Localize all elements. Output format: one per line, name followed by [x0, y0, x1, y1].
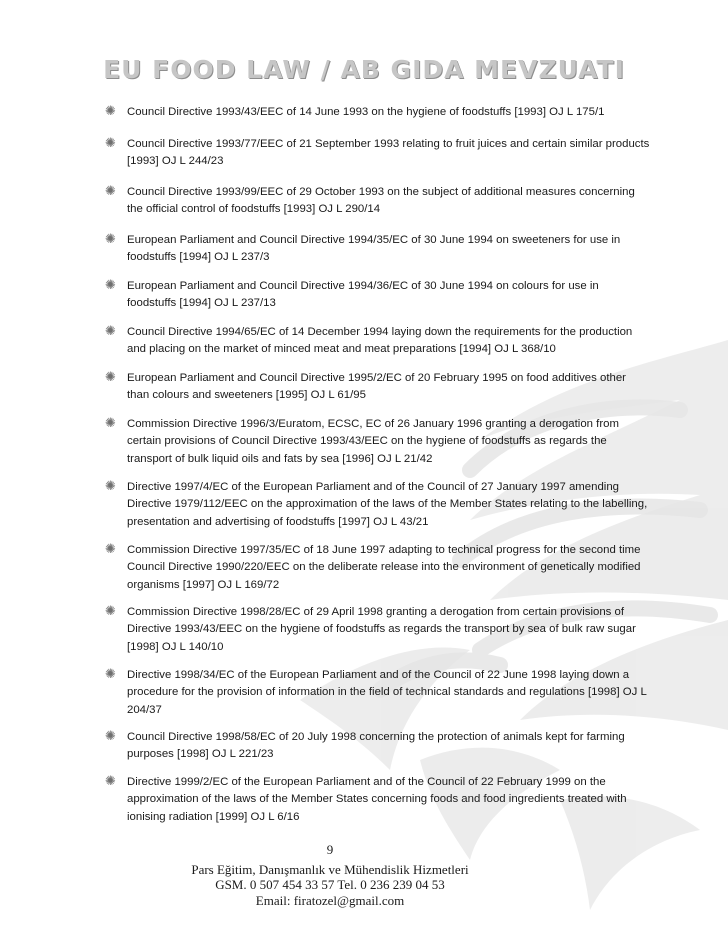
list-item: [105, 479, 650, 531]
list-item: [105, 104, 604, 121]
list-item: [105, 184, 650, 219]
bullet-icon: ✺: [105, 232, 116, 247]
entry-text: Directive 1997/4/EC of the European Parliament and of the Council of 27 January 1997 amending Directive 1979/112/EEC on the approximation of the laws of the Member States relating to the labelling, presentation and advertising of foodstuffs [1997] OJ L 43/21: [127, 481, 648, 528]
bullet-icon: ✺: [105, 542, 116, 557]
entry-text: Commission Directive 1996/3/Euratom, ECSC, EC of 26 January 1996 granting a derogation from certain provisions of Council Directive 1993/43/EEC on the hygiene of foodstuffs as regards the transport of bulk liquid oils and fats by sea [1996] OJ L 21/42: [127, 418, 619, 465]
company-name: Pars Eğitim, Danışmanlık ve Mühendislik Hizmetleri: [191, 861, 469, 877]
list-item: [105, 136, 650, 171]
list-item: [105, 232, 650, 267]
bullet-icon: ✺: [105, 416, 116, 431]
list-item: [105, 542, 650, 594]
page-title: EU FOOD LAW / AB GIDA MEVZUATI: [103, 55, 625, 84]
entry-text: European Parliament and Council Directive 1994/36/EC of 30 June 1994 on colours for use in foodstuffs [1994] OJ L 237/13: [127, 280, 599, 310]
entry-text: Council Directive 1994/65/EC of 14 December 1994 laying down the requirements for the production and placing on the market of minced meat and meat preparations [1994] OJ L 368/10: [127, 326, 633, 356]
entry-text: European Parliament and Council Directive 1994/35/EC of 30 June 1994 on sweeteners for use in foodstuffs [1994] OJ L 237/3: [127, 234, 621, 264]
list-item: [105, 729, 650, 764]
list-item: [105, 370, 650, 405]
bullet-icon: ✺: [105, 774, 116, 789]
bullet-icon: ✺: [105, 104, 116, 119]
entry-text: Council Directive 1993/77/EEC of 21 September 1993 relating to fruit juices and certain similar products [1993] OJ L 244/23: [127, 138, 650, 168]
page-footer: [0, 842, 660, 908]
entry-text: Council Directive 1993/43/EEC of 14 June 1993 on the hygiene of foodstuffs [1993] OJ L 175/1: [127, 106, 605, 118]
bullet-icon: ✺: [105, 278, 116, 293]
bullet-icon: ✺: [105, 479, 116, 494]
entry-text: Council Directive 1993/99/EEC of 29 October 1993 on the subject of additional measures concerning the official control of foodstuffs [1993] OJ L 290/14: [127, 186, 635, 216]
list-item: [105, 604, 650, 656]
page-number: 9: [326, 842, 334, 857]
list-item: [105, 324, 650, 359]
contact-phones: GSM. 0 507 454 33 57 Tel. 0 236 239 04 53: [215, 877, 445, 892]
bullet-icon: ✺: [105, 324, 116, 339]
entry-text: European Parliament and Council Directive 1995/2/EC of 20 February 1995 on food additives other than colours and sweeteners [1995] OJ L 61/95: [127, 372, 626, 402]
bullet-icon: ✺: [105, 370, 116, 385]
list-item: [105, 278, 650, 313]
bullet-icon: ✺: [105, 136, 116, 151]
list-item: [105, 416, 650, 468]
list-item: [105, 667, 650, 719]
entry-text: Directive 1999/2/EC of the European Parliament and of the Council of 22 February 1999 on the approximation of the laws of the Member States concerning foods and food ingredients treated with ionising radiation [1999] OJ L 6/16: [127, 776, 627, 823]
list-item: [105, 774, 650, 826]
bullet-icon: ✺: [105, 604, 116, 619]
entry-text: Council Directive 1998/58/EC of 20 July 1998 concerning the protection of animals kept for farming purposes [1998] OJ L 221/23: [127, 731, 625, 761]
entry-text: Commission Directive 1998/28/EC of 29 April 1998 granting a derogation from certain provisions of Directive 1993/43/EEC on the hygiene of foodstuffs as regards the transport by sea of bulk raw sugar [1998] OJ L 140/10: [127, 606, 636, 653]
bullet-icon: ✺: [105, 667, 116, 682]
entry-text: Commission Directive 1997/35/EC of 18 June 1997 adapting to technical progress for the second time Council Directive 1990/220/EEC on the deliberate release into the environment of genetically modified organisms [1997] OJ L 169/72: [127, 544, 641, 591]
entry-text: Directive 1998/34/EC of the European Parliament and of the Council of 22 June 1998 laying down a procedure for the provision of information in the field of technical standards and regulations [1998] OJ L 204/37: [127, 669, 647, 716]
contact-email: Email: firatozel@gmail.com: [255, 892, 405, 908]
bullet-icon: ✺: [105, 184, 116, 199]
bullet-icon: ✺: [105, 729, 116, 744]
